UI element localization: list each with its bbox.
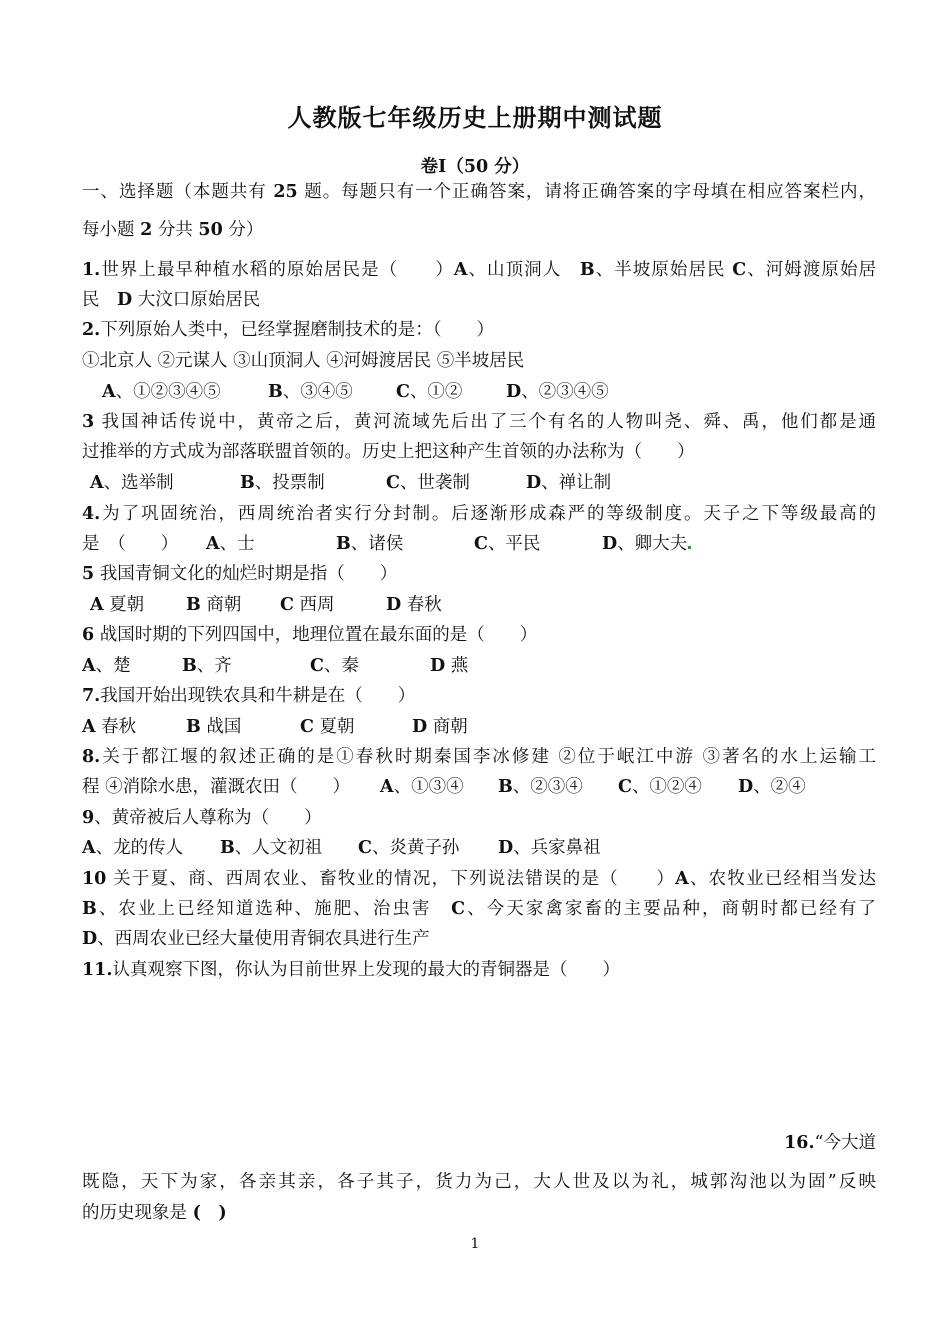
question-6-options [82,654,876,678]
question-8-line-1: 8.关于都江堰的叙述正确的是①春秋时期秦国李冰修建 ②位于岷江中游 ③著名的水上运输工 [82,747,876,767]
question-2-line-1: 2.下列原始人类中，已经掌握磨制技术的是：（ ） [82,320,495,340]
option-c: C、世袭制 [386,473,470,493]
instructions-line-2: 每小题 2 分共 50 分） [82,220,264,240]
question-2-options [82,380,876,404]
option-d: D 燕 [430,656,469,676]
question-5-line-1: 5 我国青铜文化的灿烂时期是指（ ） [82,564,398,584]
question-7-options [82,715,876,739]
question-1-line-1: 1.世界上最早种植水稻的原始居民是（ ）A、山顶洞人 B、半坡原始居民 C、河姆渡原始居 [82,260,877,280]
option-c: C 西周 [280,595,335,615]
option-d: D、卿大夫 [602,532,691,556]
question-10-line-1: 10 关于夏、商、西周农业、畜牧业的情况，下列说法错误的是（ ）A、农牧业已经相当发达 [82,869,877,889]
question-16-line-1: 16.“今大道 [784,1133,876,1153]
question-16-line-2: 既隐，天下为家，各亲其亲，各子其子，货力为己，大人世及以为礼，城郭沟池以为固”反映 [82,1172,876,1192]
question-4-line-1: 4.为了巩固统治，西周统治者实行分封制。后逐渐形成森严的等级制度。天子之下等级最高的 [82,504,876,524]
option-a: A、选举制 [90,473,174,493]
option-b: B、②③④ [498,777,583,797]
option-d: D、兵家鼻祖 [498,838,601,858]
option-a: A、龙的传人 [82,838,184,858]
question-16-line-3: 的历史现象是 ( ) [82,1203,227,1223]
option-b: B、齐 [182,656,232,676]
question-10-line-2: B、农业上已经知道选种、施肥、治虫害 C、今天家禽家畜的主要品种，商朝时都已经有了 [82,899,876,919]
question-6-line-1: 6 战国时期的下列四国中，地理位置在最东面的是（ ） [82,625,538,645]
option-a: A、楚 [82,656,131,676]
question-3-options [82,471,876,495]
question-1-line-2: 民 D 大汶口原始居民 [82,290,261,310]
option-a: A、①②③④⑤ [102,382,221,402]
option-d: D 春秋 [386,595,442,615]
option-d: D、禅让制 [526,473,612,493]
option-c: C 夏朝 [300,717,355,737]
option-b: B、诸侯 [336,534,404,554]
question-7-line-1: 7.我国开始出现铁农具和牛耕是在（ ） [82,686,416,706]
question-9-line-1: 9、黄帝被后人尊称为（ ） [82,808,322,828]
section-heading: 卷Ⅰ（50 分） [420,157,530,177]
option-b: B、③④⑤ [268,382,353,402]
question-10-line-3: D、西周农业已经大量使用青铜农具进行生产 [82,929,430,949]
question-2-line-2: ①北京人 ②元谋人 ③山顶洞人 ④河姆渡居民 ⑤半坡居民 [82,351,525,371]
option-b: B、投票制 [240,473,325,493]
option-c: C、平民 [474,534,541,554]
option-b: B 战国 [186,717,242,737]
option-a: A、①③④ [380,777,464,797]
question-9-options [82,836,876,860]
option-d: D、②③④⑤ [506,382,609,402]
question-3-line-2: 过推举的方式成为部落联盟首领的。历史上把这种产生首领的办法称为（ ） [82,442,695,462]
option-c: C、①②④ [618,777,702,797]
option-b: B、人文初祖 [220,838,323,858]
option-a: A 春秋 [82,717,137,737]
question-8-line-2: 程 ④消除水患，灌溉农田（ ） A、①③④ B、②③④ C、①②④ D、②④ [82,777,806,797]
option-d: D、②④ [738,777,806,797]
option-c: C、秦 [310,656,359,676]
page-title: 人教版七年级历史上册期中测试题 [287,104,663,132]
option-c: C、炎黄子孙 [358,838,460,858]
option-a: A 夏朝 [90,595,145,615]
question-4-line-2: 是 （ ） A、士 B、诸侯 C、平民 D、卿大夫 [82,532,876,556]
option-a: A、士 [206,534,255,554]
question-5-options [82,593,876,617]
instructions-line-1: 一、选择题（本题共有 25 题。每题只有一个正确答案，请将正确答案的字母填在相应答案栏内， [82,182,877,202]
question-3-line-1: 3 我国神话传说中，黄帝之后，黄河流域先后出了三个有名的人物叫尧、舜、禹，他们都是通 [82,412,876,432]
option-b: B 商朝 [186,595,242,615]
page-number: 1 [470,1236,480,1252]
option-c: C、①② [396,382,463,402]
question-11-line-1: 11.认真观察下图，你认为目前世界上发现的最大的青铜器是（ ） [82,960,620,980]
option-d: D 商朝 [412,717,468,737]
